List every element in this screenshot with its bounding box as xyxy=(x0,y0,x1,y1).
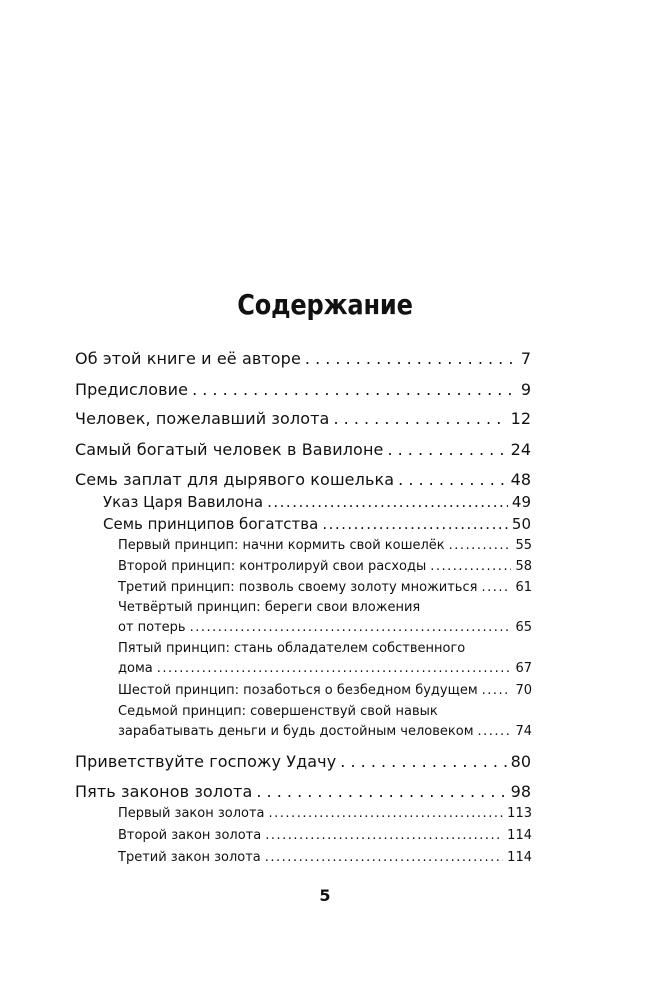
toc-entry xyxy=(103,493,531,511)
toc-entry-title: Приветствуйте госпожу Удачу xyxy=(75,752,337,771)
toc-entry-page: 70 xyxy=(515,683,532,698)
leader-dots xyxy=(265,828,503,843)
leader-dots xyxy=(478,724,512,739)
toc-entry xyxy=(118,806,532,821)
toc-entry-title: Об этой книге и её авторе xyxy=(75,349,301,368)
toc-entry-title: Первый принцип: начни кормить свой кошелёк xyxy=(118,538,445,553)
leader-dots xyxy=(305,349,517,368)
toc-entry xyxy=(75,380,531,399)
leader-dots xyxy=(190,620,512,635)
leader-dots xyxy=(387,440,506,459)
toc-entry-title: от потерь xyxy=(118,620,186,635)
toc-entry-page: 50 xyxy=(511,515,531,533)
toc-entry-title: Второй закон золота xyxy=(118,828,262,843)
leader-dots xyxy=(340,752,506,771)
toc-entry xyxy=(118,580,532,595)
toc-entry-title: Третий закон золота xyxy=(118,850,261,865)
toc-entry xyxy=(118,828,532,843)
leader-dots xyxy=(267,493,508,511)
toc-entry-page: 9 xyxy=(520,380,531,399)
toc-entry-title: Пять законов золота xyxy=(75,782,253,801)
leader-dots xyxy=(256,782,506,801)
toc-entry xyxy=(118,683,532,698)
toc-entry xyxy=(118,559,532,574)
toc-heading: Содержание xyxy=(237,288,413,321)
toc-entry-page: 61 xyxy=(515,580,532,595)
toc-entry-page: 98 xyxy=(510,782,531,801)
toc-entry-title-line: Четвёртый принцип: береги свои вложения xyxy=(118,600,421,615)
toc-entry-title: Второй принцип: контролируй свои расходы xyxy=(118,559,427,574)
toc-entry xyxy=(118,850,532,865)
toc-entry-page: 12 xyxy=(510,409,531,428)
toc-entry xyxy=(75,409,531,428)
toc-entry xyxy=(118,538,532,553)
toc-entry xyxy=(118,661,532,676)
leader-dots xyxy=(449,538,512,553)
leader-dots xyxy=(322,515,508,533)
toc-entry xyxy=(75,782,531,801)
toc-entry-title: зарабатывать деньги и будь достойным человеком xyxy=(118,724,474,739)
toc-entry-page: 7 xyxy=(520,349,531,368)
toc-entry-page: 65 xyxy=(515,620,532,635)
toc-entry-title: дома xyxy=(118,661,153,676)
toc-entry-page: 113 xyxy=(507,806,532,821)
toc-entry-page: 67 xyxy=(515,661,532,676)
leader-dots xyxy=(398,470,506,489)
toc-entry-title: Указ Царя Вавилона xyxy=(103,493,264,511)
toc-entry-page: 49 xyxy=(511,493,531,511)
toc-entry-page: 114 xyxy=(507,828,532,843)
toc-entry-title: Третий принцип: позволь своему золоту множиться xyxy=(118,580,478,595)
toc-entry xyxy=(75,752,531,771)
toc-entry-title: Шестой принцип: позаботься о безбедном будущем xyxy=(118,683,478,698)
toc-entry-title: Предисловие xyxy=(75,380,189,399)
toc-entry xyxy=(75,440,531,459)
leader-dots xyxy=(157,661,512,676)
toc-entry xyxy=(75,470,531,489)
toc-entry xyxy=(118,620,532,635)
toc-entry-title: Семь заплат для дырявого кошелька xyxy=(75,470,395,489)
toc-entry-title: Семь принципов богатства xyxy=(103,515,319,533)
toc-entry xyxy=(118,724,532,739)
toc-entry-title: Самый богатый человек в Вавилоне xyxy=(75,440,384,459)
toc-entry-title-line: Седьмой принцип: совершенствуй свой навык xyxy=(118,704,438,719)
toc-entry xyxy=(103,515,531,533)
toc-entry-page: 80 xyxy=(510,752,531,771)
toc-entry-page: 58 xyxy=(515,559,532,574)
leader-dots xyxy=(430,559,511,574)
leader-dots xyxy=(333,409,506,428)
toc-entry-page: 48 xyxy=(510,470,531,489)
leader-dots xyxy=(482,683,512,698)
leader-dots xyxy=(265,850,503,865)
toc-entry-page: 55 xyxy=(515,538,532,553)
toc-entry-page: 74 xyxy=(515,724,532,739)
toc-entry-title: Первый закон золота xyxy=(118,806,265,821)
leader-dots xyxy=(269,806,504,821)
leader-dots xyxy=(192,380,517,399)
toc-entry xyxy=(75,349,531,368)
toc-entry-title-line: Пятый принцип: стань обладателем собственного xyxy=(118,641,466,656)
page-number: 5 xyxy=(319,886,331,905)
toc-entry-title: Человек, пожелавший золота xyxy=(75,409,330,428)
toc-entry-page: 24 xyxy=(510,440,531,459)
toc-entry-page: 114 xyxy=(507,850,532,865)
leader-dots xyxy=(481,580,511,595)
